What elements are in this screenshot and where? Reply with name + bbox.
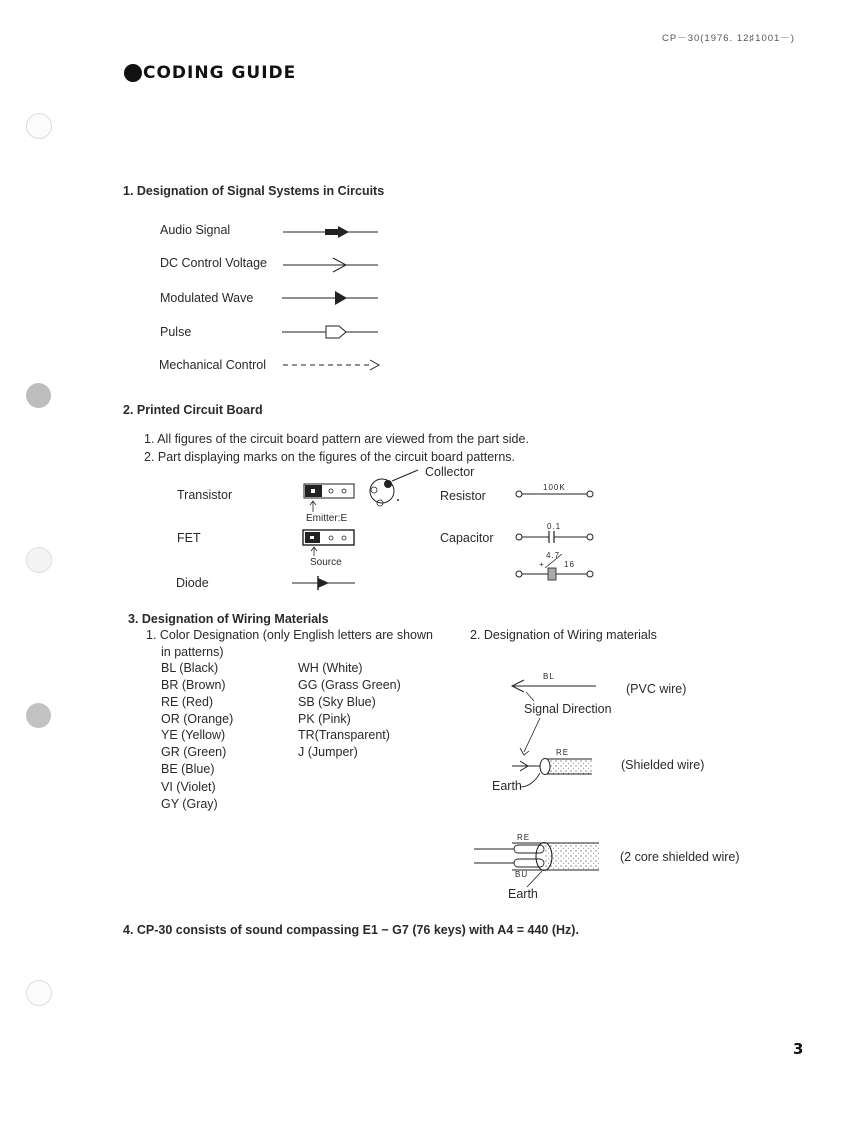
re-wire-label: RE (556, 748, 570, 757)
re-core-label: RE (517, 833, 531, 842)
capacitor-plus: + (539, 560, 545, 569)
diode-label: Diode (176, 576, 209, 590)
pcb-note-1: 1. All figures of the circuit board pattern are viewed from the part side. (144, 432, 529, 446)
resistor-value: 100K (543, 483, 566, 492)
page-number: 3 (793, 1040, 804, 1058)
color-code-right: GG (Grass Green) (298, 678, 401, 692)
color-code-left: RE (Red) (161, 695, 214, 709)
capacitor-value-2a: 4.7 (546, 551, 561, 560)
section-3-heading: 3. Designation of Wiring Materials (128, 612, 329, 626)
signal-label-dc: DC Control Voltage (160, 256, 268, 270)
resistor-label: Resistor (440, 489, 486, 503)
signal-label-mechanical: Mechanical Control (159, 358, 266, 372)
shielded-wire-label: (Shielded wire) (621, 758, 705, 772)
section-2-heading: 2. Printed Circuit Board (123, 403, 263, 417)
section-1-heading: 1. Designation of Signal Systems in Circuits (123, 184, 385, 198)
color-code-left: BL (Black) (161, 661, 219, 675)
capacitor-value-1: 0.1 (547, 522, 562, 531)
pcb-note-2: 2. Part displaying marks on the figures of the circuit board patterns. (144, 450, 516, 464)
color-code-left: OR (Orange) (161, 712, 234, 726)
signal-label-audio: Audio Signal (160, 223, 231, 237)
capacitor-value-2b: 16 (564, 560, 575, 569)
color-code-left: BR (Brown) (161, 678, 226, 692)
two-core-shielded-label: (2 core shielded wire) (620, 850, 740, 864)
color-code-left: YE (Yellow) (161, 728, 226, 742)
capacitor-label: Capacitor (440, 531, 494, 545)
color-code-left: GR (Green) (161, 745, 227, 759)
color-code-right: PK (Pink) (298, 712, 351, 726)
fet-label: FET (177, 531, 201, 545)
color-code-right: SB (Sky Blue) (298, 695, 376, 709)
color-code-right: TR(Transparent) (298, 728, 390, 742)
signal-label-pulse: Pulse (160, 325, 192, 339)
two-core-shielded-wire-symbol (474, 843, 599, 888)
color-code-right: WH (White) (298, 661, 363, 675)
page-title: CODING GUIDE (143, 63, 297, 83)
color-designation-title-2: in patterns) (161, 645, 224, 659)
color-designation-title-1: 1. Color Designation (only English letters are shown (146, 628, 433, 642)
source-label: Source (310, 557, 342, 568)
pvc-wire-symbol (512, 680, 596, 701)
color-code-left: VI (Violet) (161, 780, 216, 794)
earth-label-2: Earth (508, 887, 538, 901)
earth-label-1: Earth (492, 779, 522, 793)
bu-core-label: BU (515, 870, 529, 879)
color-code-left: GY (Gray) (161, 797, 218, 811)
pvc-wire-label: (PVC wire) (626, 682, 687, 696)
document-reference: CP－30(1976. 12♯1001－) (662, 33, 795, 44)
bl-wire-label: BL (543, 672, 555, 681)
transistor-label: Transistor (177, 488, 233, 502)
section-4-text: 4. CP-30 consists of sound compassing E1 − G7 (76 keys) with A4 = 440 (Hz). (123, 923, 579, 937)
color-code-left: BE (Blue) (161, 762, 215, 776)
color-code-right: J (Jumper) (298, 745, 358, 759)
emitter-label: Emitter:E (306, 513, 348, 524)
wiring-materials-title: 2. Designation of Wiring materials (470, 628, 657, 642)
shielded-wire-symbol (512, 759, 592, 788)
signal-label-modulated: Modulated Wave (160, 291, 254, 305)
signal-direction-label: Signal Direction (524, 702, 612, 716)
collector-label: Collector (425, 465, 475, 479)
